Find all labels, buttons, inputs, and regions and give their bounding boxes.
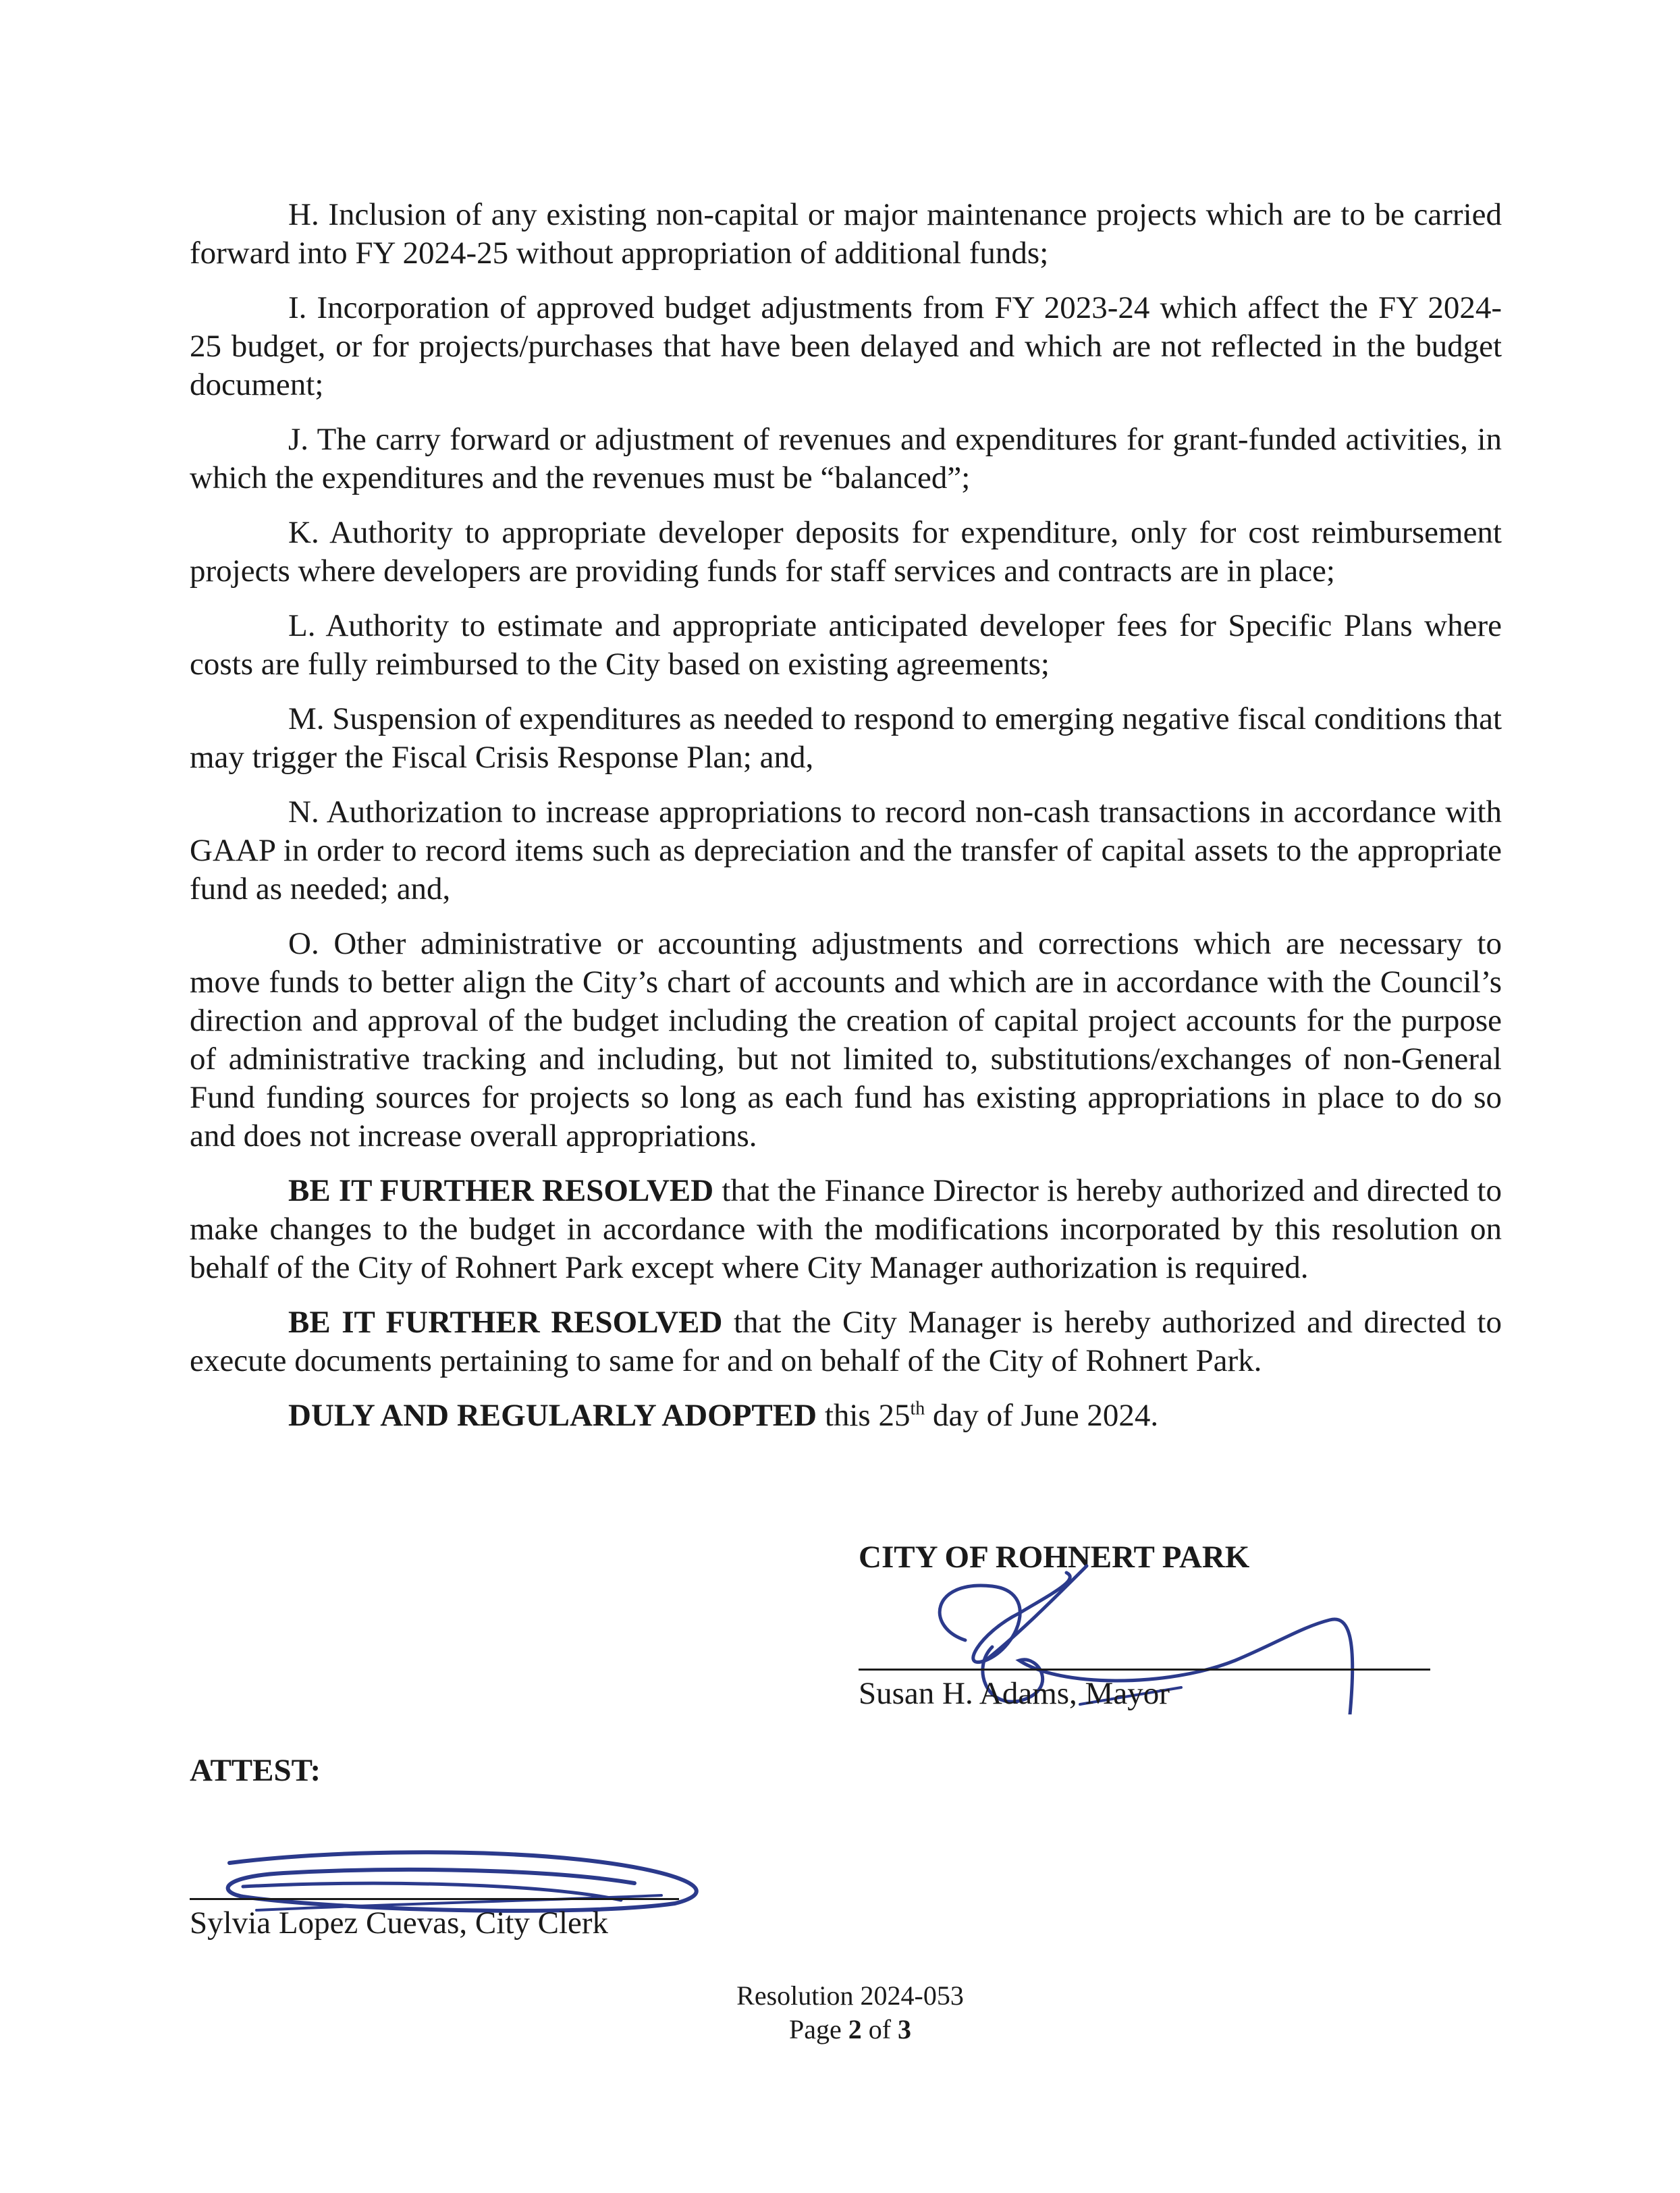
further-resolved-finance [190, 1172, 1502, 1287]
paragraph-o: O. Other administrative or accounting adjustments and corrections which are necessary to move funds to better align the City’s chart of accounts and which are in accordance with the Council’s direction and approval of the budget including the creation of capital project accounts for the purpose of administrative tracking and including, but not limited to, substitutions/exchanges of non-General Fund funding sources for projects so long as each fund has existing appropriations in place to do so and does not increase overall appropriations. [190, 926, 1502, 1154]
adopted-lead: DULY AND REGULARLY ADOPTED [288, 1398, 817, 1433]
paragraph-i: I. Incorporation of approved budget adjustments from FY 2023-24 which affect the FY 2024-25 budget, or for projects/purchases that have been delayed and which are not reflected in the budget document; [190, 290, 1502, 402]
page-current: 2 [848, 2014, 862, 2045]
page-prefix: Page [788, 2014, 848, 2045]
page-total: 3 [898, 2014, 912, 2045]
further-resolved-manager [190, 1303, 1502, 1380]
paragraph-k: K. Authority to appropriate developer deposits for expenditure, only for cost reimbursement projects where developers are providing funds for staff services and contracts are in place; [190, 515, 1502, 589]
page-number [0, 2013, 1680, 2047]
further-resolved-text: that the City Manager is hereby authorized and directed to execute documents pertaining to same for and on behalf of the City of Rohnert Park. [190, 1305, 1502, 1378]
further-resolved-lead: BE IT FURTHER RESOLVED [288, 1173, 714, 1208]
further-resolved-lead: BE IT FURTHER RESOLVED [288, 1305, 723, 1340]
further-resolved-text: that the Finance Director is hereby authorized and directed to make changes to the budget in accordance with the modifications incorporated by this resolution on behalf of the City of Rohnert Park except where City Manager authorization is required. [190, 1173, 1502, 1285]
mayor-signature-line [859, 1669, 1430, 1671]
page-footer [0, 1979, 1680, 2047]
adopted-text-after: day of June 2024. [925, 1398, 1159, 1433]
paragraph-n: N. Authorization to increase appropriations to record non-cash transactions in accordance with GAAP in order to record items such as depreciation and the transfer of capital assets to the appropriate fund as needed; and, [190, 794, 1502, 906]
adoption-statement [190, 1397, 1502, 1435]
paragraph-l: L. Authority to estimate and appropriate anticipated developer fees for Specific Plans where costs are fully reimbursed to the City based on existing agreements; [190, 608, 1502, 682]
ordinal-suffix: th [910, 1398, 925, 1419]
attest-label: ATTEST: [190, 1753, 321, 1788]
paragraph-m: M. Suspension of expenditures as needed to respond to emerging negative fiscal conditions that may trigger the Fiscal Crisis Response Plan; and, [190, 701, 1502, 775]
adopted-text-before: this 25 [817, 1398, 911, 1433]
page-middle: of [861, 2014, 898, 2045]
mayor-name: Susan H. Adams, Mayor [859, 1676, 1170, 1711]
paragraph-h: H. Inclusion of any existing non-capital or major maintenance projects which are to be carried forward into FY 2024-25 without appropriation of additional funds; [190, 197, 1502, 271]
paragraph-j: J. The carry forward or adjustment of revenues and expenditures for grant-funded activities, in which the expenditures and the revenues must be “balanced”; [190, 422, 1502, 495]
resolution-body [190, 196, 1502, 1435]
city-name-heading: CITY OF ROHNERT PARK [859, 1540, 1250, 1575]
clerk-signature-line [190, 1898, 679, 1900]
resolution-number: Resolution 2024-053 [736, 1980, 964, 2011]
clerk-name: Sylvia Lopez Cuevas, City Clerk [190, 1905, 609, 1941]
